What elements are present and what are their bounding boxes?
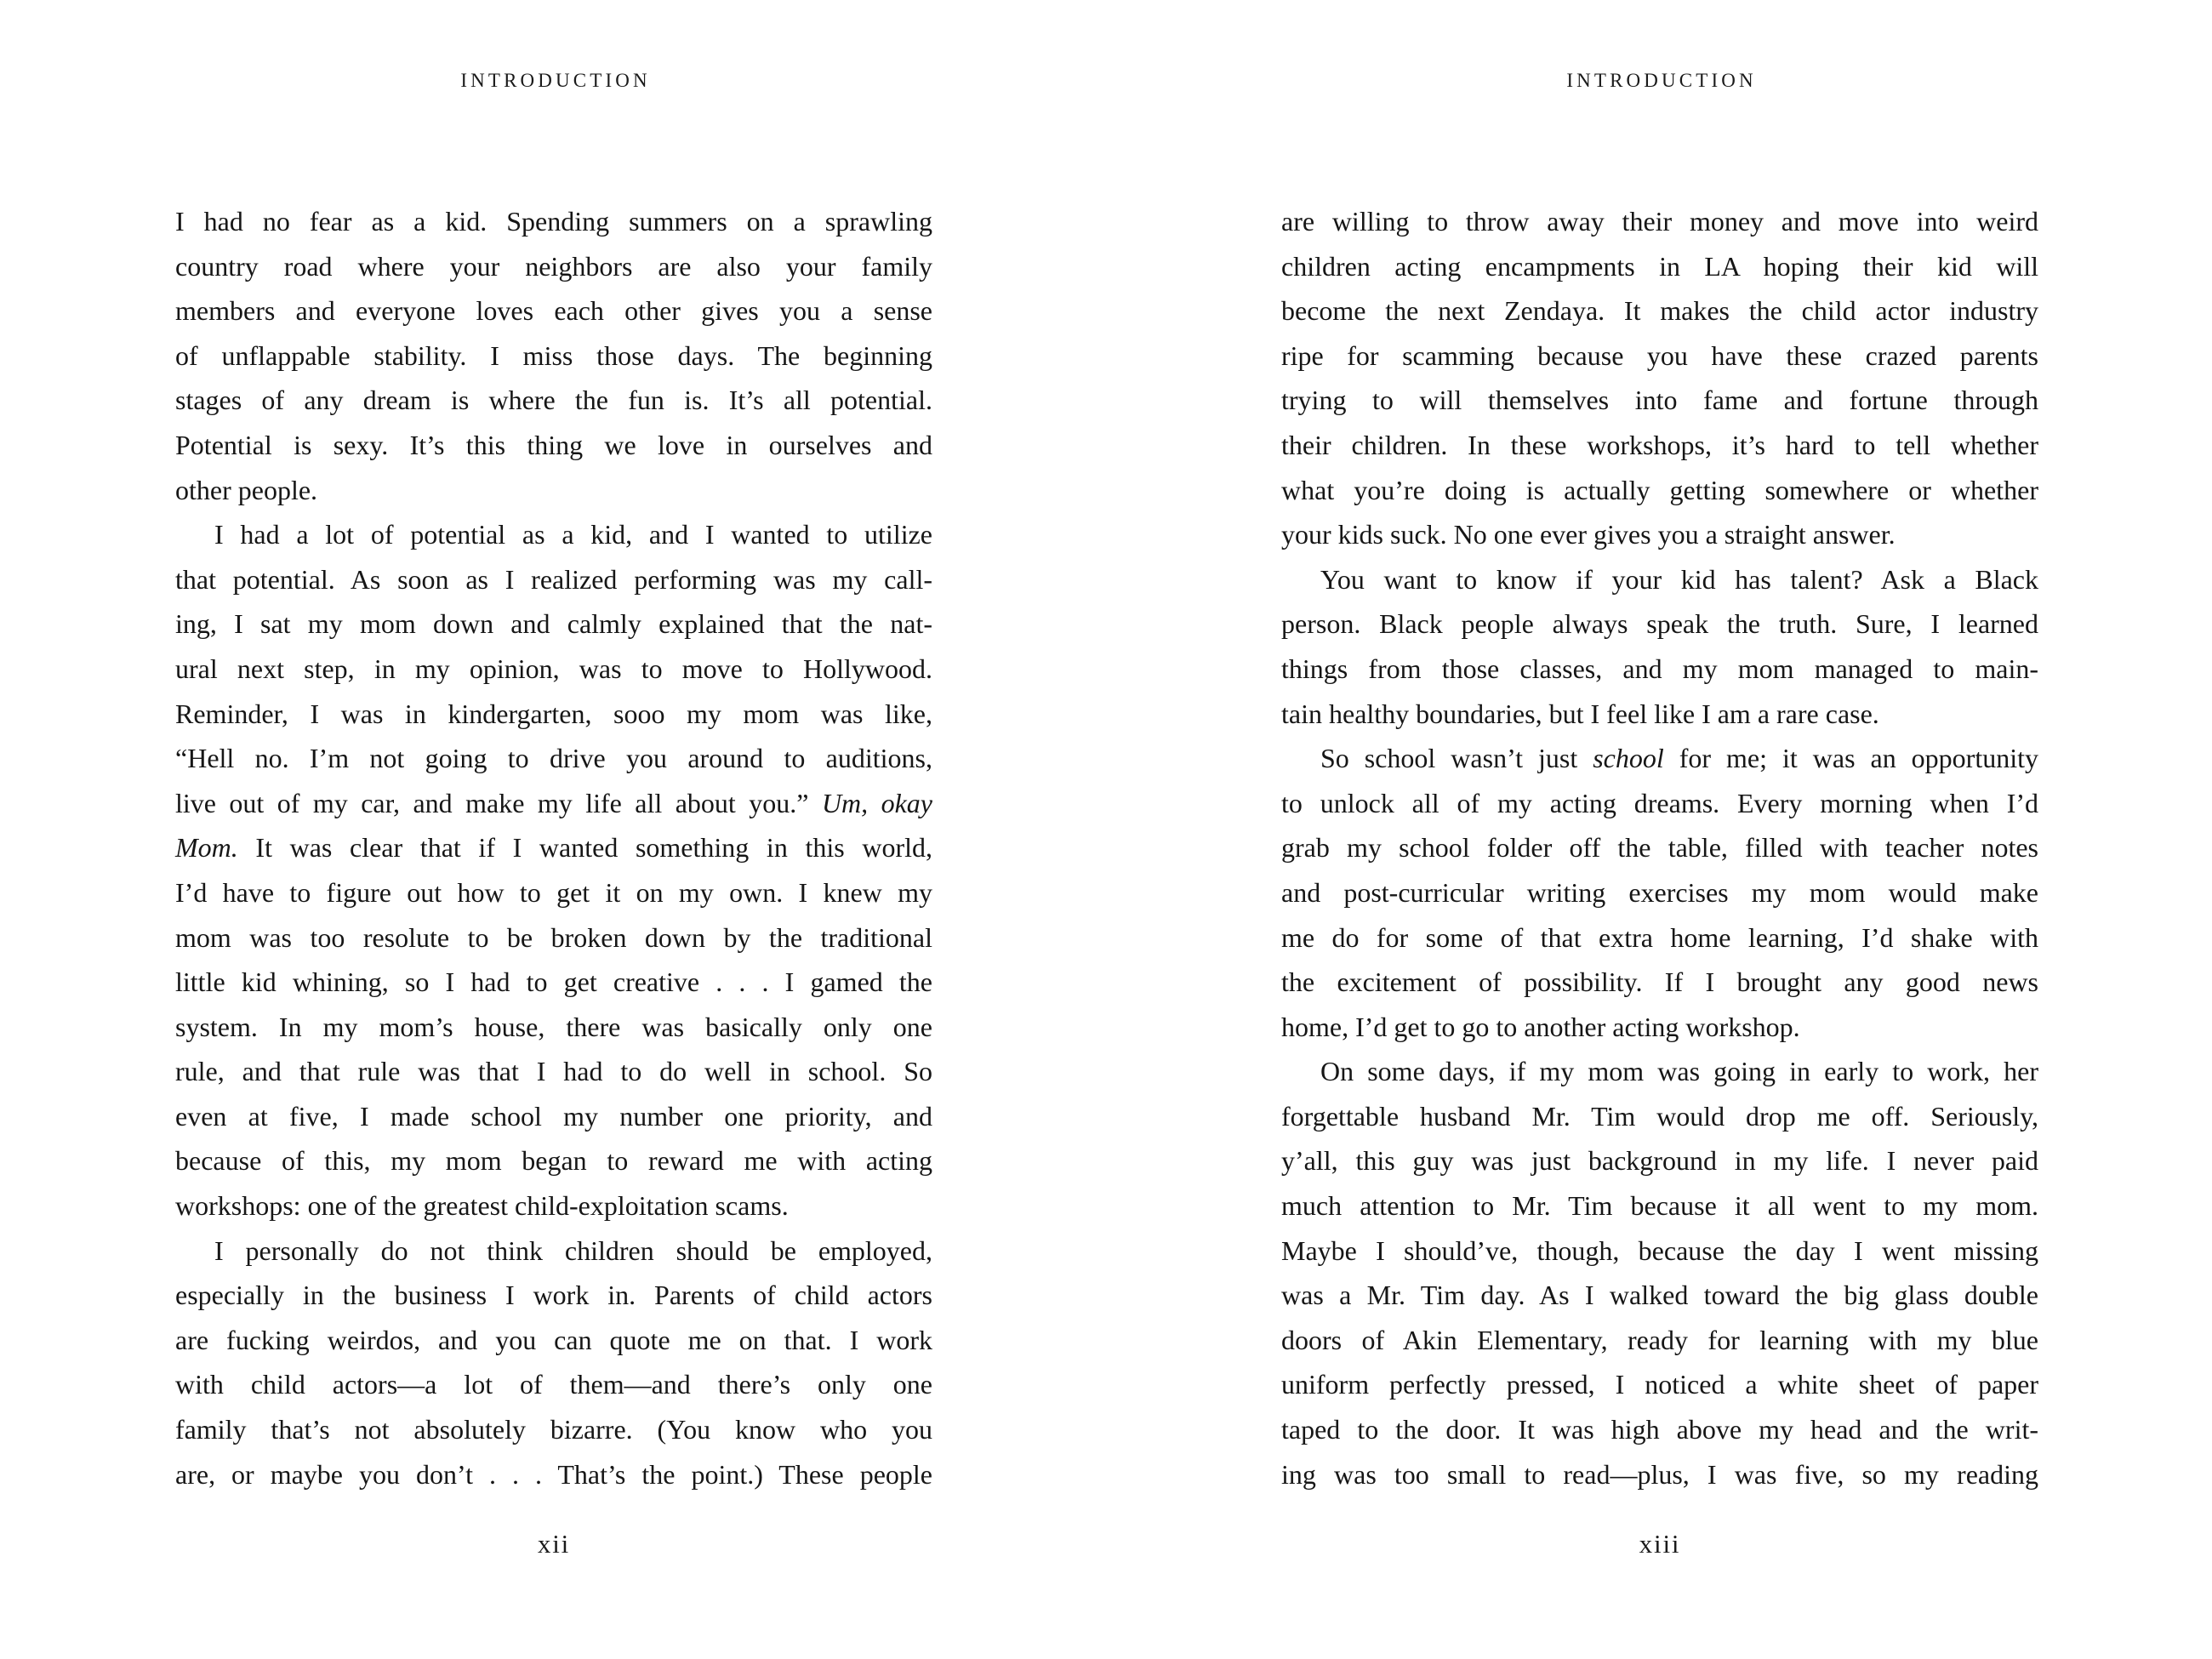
text-line: become the next Zendaya. It makes the child actor industry — [1281, 295, 2038, 327]
text-line: what you’re doing is actually getting somewhere or whether — [1281, 474, 2038, 505]
text-line: are fucking weirdos, and you can quote me on that. I work — [175, 1324, 932, 1355]
text-line: family that’s not absolutely bizarre. (You know who you — [175, 1414, 932, 1445]
text-line: are, or maybe you don’t . . . That’s the point.) These people — [175, 1458, 932, 1490]
text-segment: for me; it was an opportunity — [1663, 743, 2038, 774]
italic-text-segment: Mom. — [175, 832, 238, 864]
text-line: their children. In these workshops, it’s hard to tell whether — [1281, 429, 2038, 460]
text-line: much attention to Mr. Tim because it all went to my mom. — [1281, 1190, 2038, 1222]
text-line: y’all, this guy was just background in my life. I never paid — [1281, 1145, 2038, 1177]
text-line: stages of any dream is where the fun is. It’s all potential. — [175, 385, 932, 416]
text-line: ing, I sat my mom down and calmly explained that the nat- — [175, 608, 932, 640]
text-line: I personally do not think children should be employed, — [214, 1234, 932, 1266]
text-line: of unflappable stability. I miss those days. The beginning — [175, 339, 932, 371]
text-line — [175, 825, 932, 870]
text-line: members and everyone loves each other gives you a sense — [175, 295, 932, 327]
text-line: especially in the business I work in. Parents of child actors — [175, 1280, 932, 1311]
text-line: home, I’d get to go to another acting workshop. — [1281, 1011, 1800, 1042]
text-line: trying to will themselves into fame and fortune through — [1281, 385, 2038, 416]
text-line: Reminder, I was in kindergarten, sooo my mom was like, — [175, 698, 932, 729]
running-head-left: INTRODUCTION — [460, 70, 651, 91]
text-line: uniform perfectly pressed, I noticed a white sheet of paper — [1281, 1369, 2038, 1400]
page-left — [175, 0, 932, 1659]
italic-text-segment: Um, okay — [821, 787, 933, 818]
text-line: Potential is sexy. It’s this thing we love in ourselves and — [175, 429, 932, 460]
running-head-right: INTRODUCTION — [1566, 70, 1757, 91]
text-line: me do for some of that extra home learning, I’d shake with — [1281, 921, 2038, 953]
text-line: tain healthy boundaries, but I feel like I am a rare case. — [1281, 698, 1879, 729]
text-line: forgettable husband Mr. Tim would drop me off. Seriously, — [1281, 1100, 2038, 1132]
page-number-left: xii — [537, 1529, 571, 1559]
page-number-right: xiii — [1639, 1529, 1681, 1559]
text-line: ing was too small to read—plus, I was five, so my reading — [1281, 1458, 2038, 1490]
text-line: your kids suck. No one ever gives you a straight answer. — [1281, 519, 1896, 550]
text-line: things from those classes, and my mom managed to main- — [1281, 653, 2038, 684]
text-line: little kid whining, so I had to get creative . . . I gamed the — [175, 966, 932, 998]
text-line: other people. — [175, 474, 318, 505]
text-line: children acting encampments in LA hoping their kid will — [1281, 250, 2038, 282]
text-line — [175, 781, 932, 826]
text-line: Maybe I should’ve, though, because the day I went missing — [1281, 1234, 2038, 1266]
text-line: doors of Akin Elementary, ready for learning with my blue — [1281, 1324, 2038, 1355]
text-line: I had a lot of potential as a kid, and I wanted to utilize — [214, 519, 932, 550]
body-text-right — [1281, 199, 2038, 1497]
text-line: was a Mr. Tim day. As I walked toward the big glass double — [1281, 1280, 2038, 1311]
text-line: I’d have to figure out how to get it on my own. I knew my — [175, 876, 932, 908]
text-line: mom was too resolute to be broken down by the traditional — [175, 921, 932, 953]
text-line: the excitement of possibility. If I brought any good news — [1281, 966, 2038, 998]
text-line: rule, and that rule was that I had to do well in school. So — [175, 1056, 932, 1087]
text-line: workshops: one of the greatest child-exploitation scams. — [175, 1190, 789, 1222]
text-line: because of this, my mom began to reward me with acting — [175, 1145, 932, 1177]
text-line: ripe for scamming because you have these crazed parents — [1281, 339, 2038, 371]
text-line: “Hell no. I’m not going to drive you around to auditions, — [175, 743, 932, 774]
text-line: country road where your neighbors are also your family — [175, 250, 932, 282]
text-line: You want to know if your kid has talent? Ask a Black — [1320, 563, 2038, 595]
text-line: system. In my mom’s house, there was basically only one — [175, 1011, 932, 1042]
text-line: ural next step, in my opinion, was to move to Hollywood. — [175, 653, 932, 684]
text-segment: It was clear that if I wanted something in this world, — [237, 832, 932, 864]
text-line: with child actors—a lot of them—and there’s only one — [175, 1369, 932, 1400]
page-right — [1281, 0, 2038, 1659]
text-line: even at five, I made school my number one priority, and — [175, 1100, 932, 1132]
text-line: and post-curricular writing exercises my mom would make — [1281, 876, 2038, 908]
text-line: grab my school folder off the table, filled with teacher notes — [1281, 832, 2038, 864]
text-line: that potential. As soon as I realized performing was my call- — [175, 563, 932, 595]
text-line: taped to the door. It was high above my head and the writ- — [1281, 1414, 2038, 1445]
text-line: On some days, if my mom was going in early to work, her — [1320, 1056, 2038, 1087]
text-line: person. Black people always speak the truth. Sure, I learned — [1281, 608, 2038, 640]
body-text-left — [175, 199, 932, 1497]
text-line: I had no fear as a kid. Spending summers on a sprawling — [175, 206, 932, 237]
italic-text-segment: school — [1593, 743, 1664, 774]
text-segment: live out of my car, and make my life all about you.” — [175, 787, 822, 818]
text-segment: So school wasn’t just — [1320, 743, 1593, 774]
text-line — [1281, 736, 2038, 781]
text-line: are willing to throw away their money and move into weird — [1281, 206, 2038, 237]
text-line: to unlock all of my acting dreams. Every morning when I’d — [1281, 787, 2038, 818]
